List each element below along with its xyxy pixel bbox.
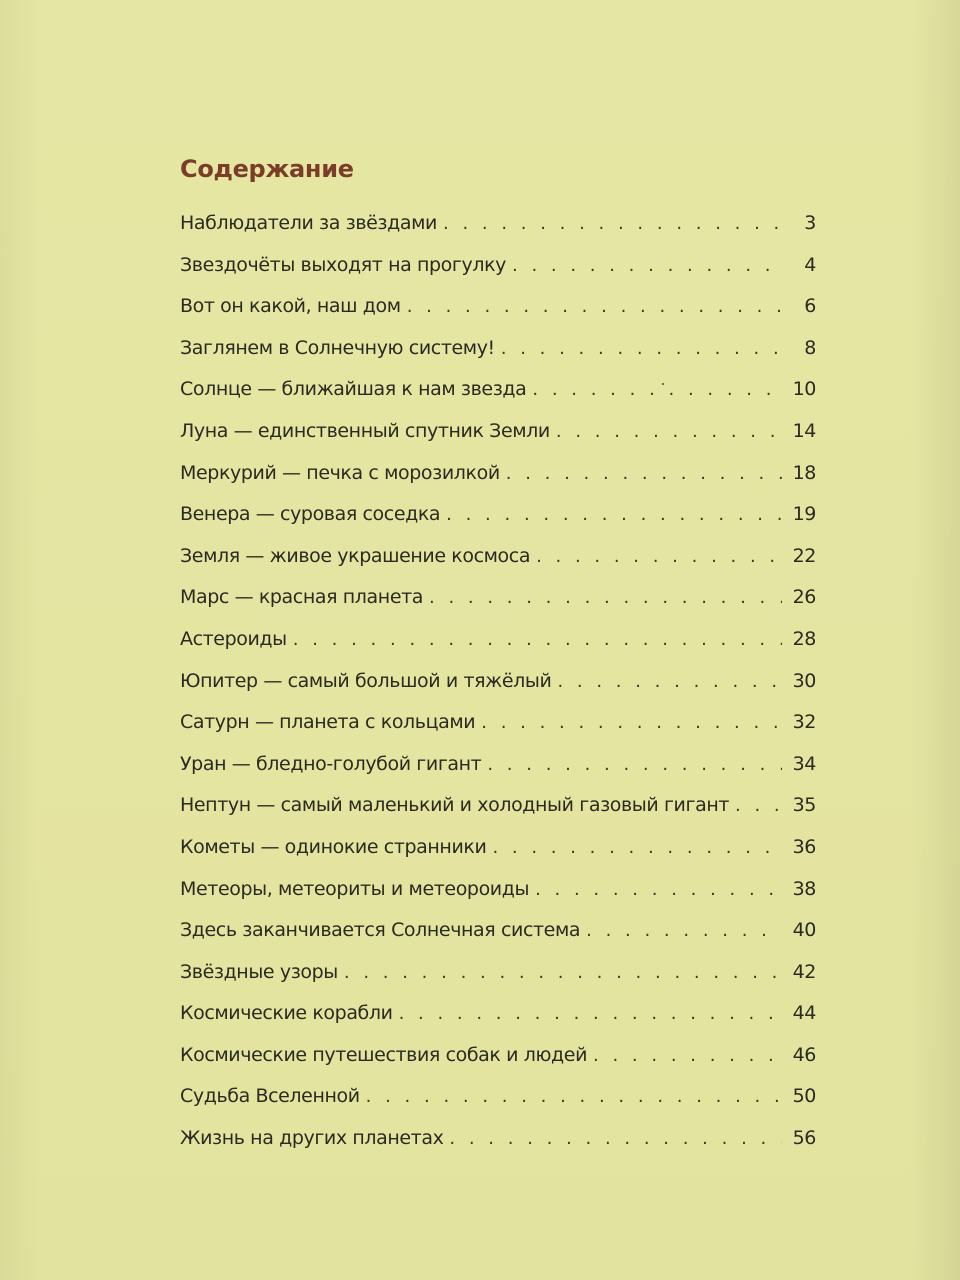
toc-dot-leader — [586, 920, 782, 941]
toc-entry — [180, 753, 816, 795]
toc-entry-label: Звездочёты выходят на прогулку — [180, 253, 507, 276]
toc-entry — [180, 919, 816, 961]
toc-entry-label: Земля — живое украшение космоса — [180, 544, 531, 567]
toc-entry-page-number: 28 — [792, 627, 816, 650]
toc-entry-label: Звёздные узоры — [180, 960, 338, 983]
toc-dot-leader — [506, 463, 782, 484]
toc-dot-leader — [487, 754, 782, 775]
toc-entry-page-number: 19 — [792, 503, 816, 526]
toc-entry — [180, 295, 816, 337]
toc-dot-leader — [407, 296, 782, 317]
toc-entry-label: Астероиды — [180, 627, 287, 650]
toc-entry-label: Кометы — одинокие странники — [180, 835, 487, 858]
toc-entry — [180, 337, 816, 379]
toc-dot-leader — [366, 1086, 782, 1107]
print-speck — [662, 383, 664, 385]
toc-entry — [180, 378, 816, 420]
toc-entry-label: Судьба Вселенной — [180, 1085, 360, 1108]
toc-entry-page-number: 34 — [792, 752, 816, 775]
toc-dot-leader — [501, 338, 782, 359]
toc-entry-page-number: 50 — [792, 1085, 816, 1108]
toc-entry-page-number: 35 — [792, 794, 816, 817]
toc-entry-page-number: 46 — [792, 1043, 816, 1066]
toc-entry — [180, 1044, 816, 1086]
toc-entry-label: Жизнь на других планетах — [180, 1127, 444, 1150]
toc-entry — [180, 462, 816, 504]
page-shadow-left — [0, 0, 40, 1280]
toc-entry-label: Космические путешествия собак и людей — [180, 1043, 588, 1066]
toc-dot-leader — [535, 879, 782, 900]
toc-entry-label: Сатурн — планета с кольцами — [180, 711, 476, 734]
toc-dot-leader — [293, 629, 782, 650]
toc-dot-leader — [557, 671, 782, 692]
toc-entry — [180, 586, 816, 628]
toc-dot-leader — [443, 213, 782, 234]
toc-entry-page-number: 30 — [792, 669, 816, 692]
toc-entry-page-number: 4 — [804, 253, 816, 276]
toc-entry-page-number: 14 — [792, 419, 816, 442]
toc-entry-label: Наблюдатели за звёздами — [180, 212, 437, 234]
toc-dot-leader — [449, 1128, 782, 1149]
toc-entry — [180, 1127, 816, 1169]
toc-entry — [180, 545, 816, 587]
toc-entry-page-number: 44 — [792, 1002, 816, 1025]
toc-dot-leader — [556, 421, 782, 442]
toc-entry — [180, 878, 816, 920]
toc-entry-label: Меркурий — печка с морозилкой — [180, 461, 500, 484]
toc-entry-label: Вот он какой, наш дом — [180, 295, 401, 318]
page-shadow-right — [910, 0, 960, 1280]
toc-dot-leader — [536, 546, 782, 567]
toc-entry-page-number: 6 — [804, 295, 816, 318]
toc-entry-label: Космические корабли — [180, 1002, 393, 1025]
toc-entry — [180, 670, 816, 712]
toc-list — [180, 212, 816, 1169]
toc-entry-label: Заглянем в Солнечную систему! — [180, 336, 495, 359]
toc-entry-label: Солнце — ближайшая к нам звезда — [180, 378, 527, 401]
toc-entry-page-number: 36 — [792, 835, 816, 858]
toc-entry — [180, 212, 816, 254]
toc-dot-leader — [429, 587, 782, 608]
toc-entry-label: Нептун — самый маленький и холодный газовый гигант — [180, 794, 730, 817]
toc-title: Содержание — [180, 155, 354, 183]
toc-dot-leader — [735, 795, 782, 816]
toc-entry-page-number: 40 — [792, 919, 816, 942]
toc-entry-page-number: 26 — [792, 586, 816, 609]
toc-entry — [180, 503, 816, 545]
toc-dot-leader — [512, 255, 782, 276]
toc-entry-label: Уран — бледно-голубой гигант — [180, 752, 482, 775]
toc-entry-page-number: 10 — [792, 378, 816, 401]
toc-dot-leader — [492, 837, 782, 858]
toc-entry-label: Луна — единственный спутник Земли — [180, 419, 550, 442]
toc-entry-label: Метеоры, метеориты и метеороиды — [180, 877, 530, 900]
toc-entry-label: Здесь заканчивается Солнечная система — [180, 919, 581, 942]
toc-entry-page-number: 3 — [804, 212, 816, 234]
toc-entry-label: Юпитер — самый большой и тяжёлый — [180, 669, 552, 692]
toc-entry — [180, 961, 816, 1003]
toc-entry-label: Венера — суровая соседка — [180, 503, 441, 526]
toc-entry-page-number: 38 — [792, 877, 816, 900]
toc-entry — [180, 1085, 816, 1127]
toc-entry-page-number: 8 — [804, 336, 816, 359]
toc-dot-leader — [446, 504, 782, 525]
toc-entry — [180, 628, 816, 670]
toc-entry-page-number: 18 — [792, 461, 816, 484]
toc-entry-label: Марс — красная планета — [180, 586, 424, 609]
toc-dot-leader — [344, 962, 782, 983]
toc-dot-leader — [532, 379, 782, 400]
table-of-contents — [180, 152, 816, 1169]
toc-entry-page-number: 22 — [792, 544, 816, 567]
toc-dot-leader — [399, 1003, 782, 1024]
toc-entry — [180, 254, 816, 296]
toc-dot-leader — [593, 1045, 782, 1066]
toc-dot-leader — [481, 712, 782, 733]
toc-entry — [180, 1002, 816, 1044]
toc-entry — [180, 711, 816, 753]
toc-entry — [180, 836, 816, 878]
toc-entry-page-number: 56 — [792, 1127, 816, 1150]
toc-entry-page-number: 32 — [792, 711, 816, 734]
toc-entry — [180, 420, 816, 462]
toc-entry — [180, 794, 816, 836]
toc-entry-page-number: 42 — [792, 960, 816, 983]
